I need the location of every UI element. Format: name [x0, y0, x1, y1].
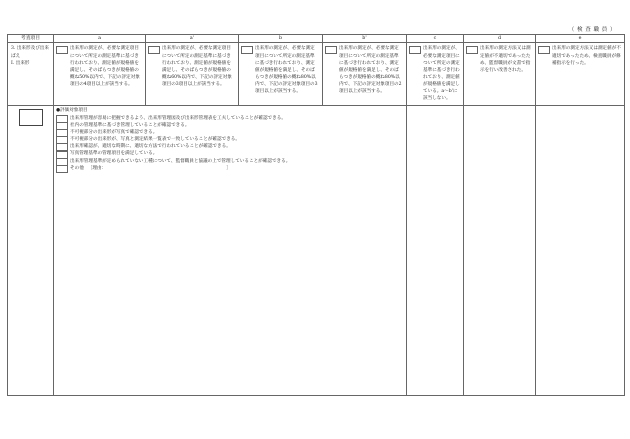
criteria-a: 出来形の測定が、必要な測定項目について所定の測定基準に基づき行われており、測定値が規格値を満足し、そのばらつきが規格値の概ね50%以内で、下記の評定対象項目の4項目以上が該当する。 — [54, 43, 146, 106]
criteria-d: 出来形の測定方法又は測定値が不適切であったため、監督職員が文書で指示を行い改善された。 — [464, 43, 536, 106]
eval-item: 不可視部分の出来形が、写真と測定結果一覧表で一致していることが確認できる。 — [56, 136, 404, 143]
checkbox-e[interactable] — [538, 46, 550, 54]
eval-item: 社内の管理基準に基づき管理していることが確認できる。 — [56, 122, 404, 129]
col-header-c: c — [407, 35, 464, 43]
item-label: 3. 出来形及び出来ばえ Ⅰ. 出来形 — [8, 43, 54, 106]
eval-item: 写真管理基準の管理項目を満足している。 — [56, 150, 404, 157]
eval-cell-e — [536, 106, 625, 396]
eval-area — [54, 106, 407, 396]
col-header-item: 考査項目 — [8, 35, 54, 43]
evaluation-table — [7, 34, 625, 396]
eval-item: 出来形確認が、適切な時期に、適切な方法で行われていることが確認できる。 — [56, 143, 404, 150]
checkbox-c[interactable] — [409, 46, 421, 54]
eval-cell-d — [464, 106, 536, 396]
col-header-a-prime: a' — [146, 35, 239, 43]
eval-item: 不可視部分の出来形が写真で確認できる。 — [56, 129, 404, 136]
col-header-e: e — [536, 35, 625, 43]
criteria-c: 出来形の測定が、必要な測定項目について所定の測定基準に基づき行われており、測定値が規格値を満足している。a～b'に該当しない。 — [407, 43, 464, 106]
eval-item: 出来形管理が容易に把握できるよう、出来形管理図及び出来形管理表を工夫していることが確認できる。 — [56, 115, 404, 122]
checkbox-b[interactable] — [241, 46, 253, 54]
col-header-b-prime: b' — [323, 35, 407, 43]
score-cell — [8, 106, 54, 396]
criteria-b-prime: 出来形の測定が、必要な測定項目について所定の測定基準に基づき行われており、測定値が規格値を満足し、そのばらつきが規格値の概ね80%以内で、下記の評定対象項目の2項目以上が該当する。 — [323, 43, 407, 106]
checkbox-a[interactable] — [56, 46, 68, 54]
reason-field[interactable]: ［理由： ］ — [87, 165, 231, 171]
eval-cell-c — [407, 106, 464, 396]
criteria-e: 出来形の測定方法又は測定値が不適切であったため、検査職員が修補指示を行った。 — [536, 43, 625, 106]
inspector-header: （ 検 査 職 員 ） — [568, 27, 616, 33]
eval-heading: ●評価対象項目 — [56, 108, 88, 114]
criteria-a-prime: 出来形の測定が、必要な測定項目について所定の測定基準に基づき行われており、測定値が規格値を満足し、そのばらつきが規格値の概ね60%以内で、下記の評定対象項目の3項目以上が該当する。 — [146, 43, 239, 106]
col-header-d: d — [464, 35, 536, 43]
criteria-b: 出来形の測定が、必要な測定項目について所定の測定基準に基づき行われており、測定値が規格値を満足し、そのばらつきが規格値の概ね80%以内で、下記の評定対象項目の3項目以上が該当する。 — [239, 43, 323, 106]
col-header-b: b — [239, 35, 323, 43]
checkbox-a-prime[interactable] — [148, 46, 160, 54]
eval-item: 出来形管理基準が定められていない工種について、監督職員と協議の上で管理していることが確認できる。 — [56, 158, 404, 165]
score-box[interactable] — [19, 109, 43, 126]
eval-checkbox-other[interactable] — [56, 165, 68, 173]
col-header-a: a — [54, 35, 146, 43]
eval-other: その他 ［理由： ］ — [56, 165, 404, 172]
checkbox-d[interactable] — [466, 46, 478, 54]
checkbox-b-prime[interactable] — [325, 46, 337, 54]
